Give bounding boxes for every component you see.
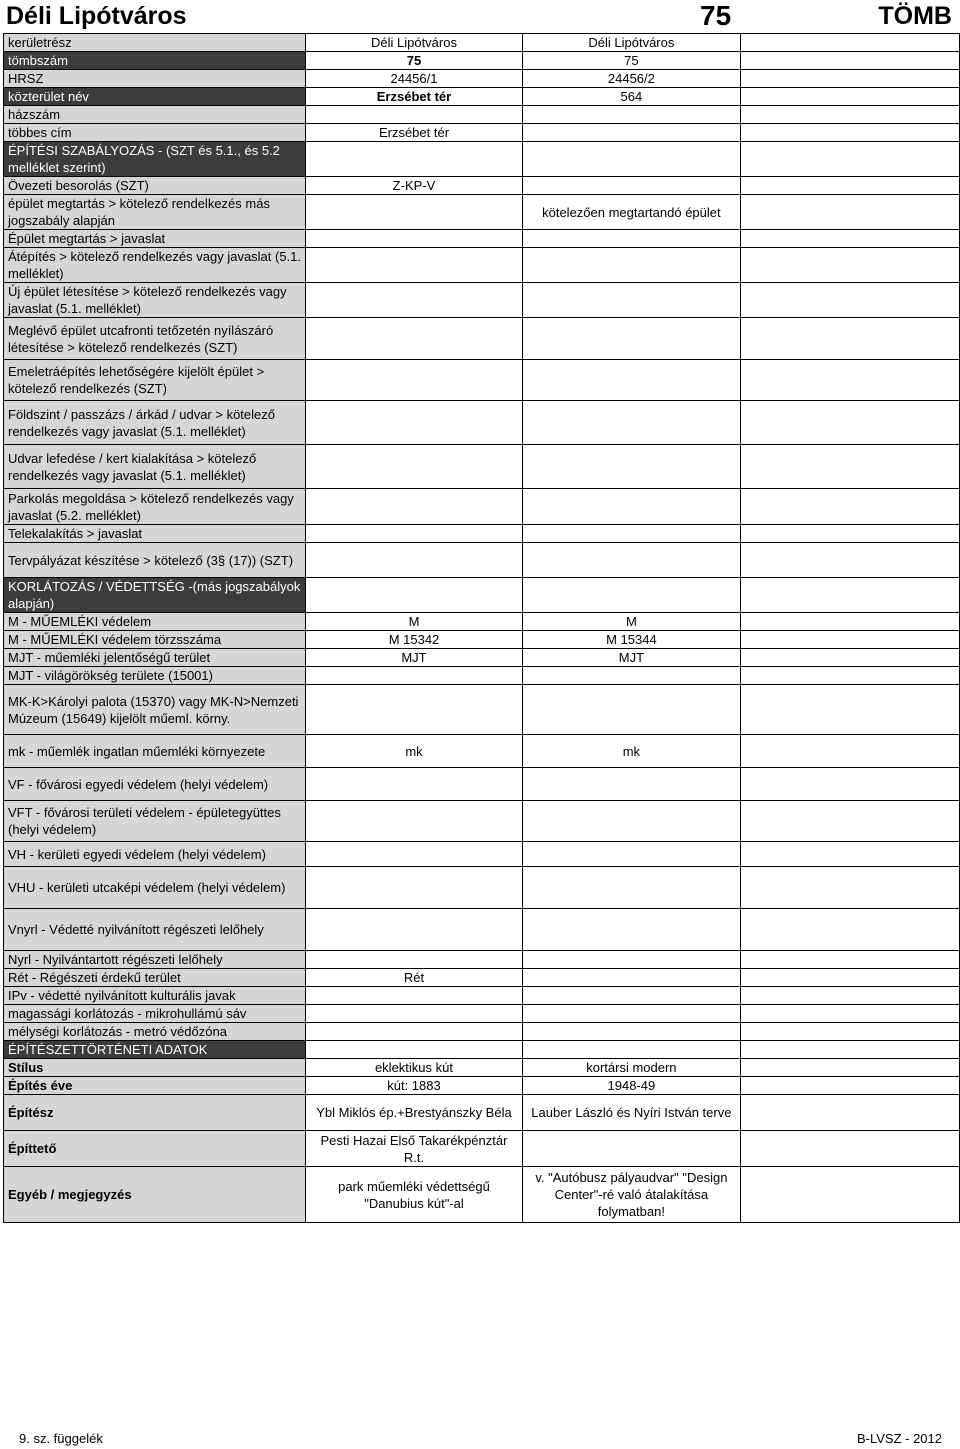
- row-label: tömbszám: [4, 52, 306, 70]
- row-value-1: [306, 195, 522, 230]
- table-row: [4, 768, 960, 801]
- row-value-1: MJT: [306, 649, 522, 667]
- table-row: [4, 34, 960, 52]
- row-label: Építtető: [4, 1131, 306, 1167]
- row-value-1: [306, 543, 522, 578]
- table-row: [4, 248, 960, 283]
- table-row: [4, 525, 960, 543]
- row-label: Építész: [4, 1095, 306, 1131]
- row-value-1: M 15342: [306, 631, 522, 649]
- table-row: [4, 685, 960, 735]
- table-row: [4, 283, 960, 318]
- row-value-2: [522, 1041, 740, 1059]
- table-row: [4, 1077, 960, 1095]
- row-label: Rét - Régészeti érdekű terület: [4, 969, 306, 987]
- row-value-empty: [741, 613, 960, 631]
- row-value-1: [306, 867, 522, 909]
- row-label: épület megtartás > kötelező rendelkezés más jogszabály alapján: [4, 195, 306, 230]
- row-value-empty: [741, 649, 960, 667]
- row-value-1: kút: 1883: [306, 1077, 522, 1095]
- row-value-empty: [741, 867, 960, 909]
- page-header: [0, 0, 960, 32]
- row-label: HRSZ: [4, 70, 306, 88]
- row-value-2: Déli Lipótváros: [522, 34, 740, 52]
- row-label: Övezeti besorolás (SZT): [4, 177, 306, 195]
- row-value-2: [522, 124, 740, 142]
- row-value-empty: [741, 768, 960, 801]
- row-value-1: [306, 842, 522, 867]
- row-value-1: [306, 230, 522, 248]
- row-value-1: mk: [306, 735, 522, 768]
- row-value-2: [522, 445, 740, 489]
- row-label: Stílus: [4, 1059, 306, 1077]
- row-value-1: Ybl Miklós ép.+Brestyánszky Béla: [306, 1095, 522, 1131]
- table-row: [4, 142, 960, 177]
- row-value-2: [522, 401, 740, 445]
- row-label: IPv - védetté nyilvánított kulturális javak: [4, 987, 306, 1005]
- row-value-1: Déli Lipótváros: [306, 34, 522, 52]
- row-value-2: [522, 685, 740, 735]
- row-label: Átépítés > kötelező rendelkezés vagy javaslat (5.1. melléklet): [4, 248, 306, 283]
- table-row: [4, 360, 960, 401]
- row-value-1: 75: [306, 52, 522, 70]
- table-row: [4, 801, 960, 842]
- table-row: [4, 1041, 960, 1059]
- block-number: 75: [700, 0, 732, 31]
- row-label: MJT - műemléki jelentőségű terület: [4, 649, 306, 667]
- row-value-1: [306, 445, 522, 489]
- row-value-empty: [741, 525, 960, 543]
- row-value-empty: [741, 248, 960, 283]
- row-value-1: eklektikus kút: [306, 1059, 522, 1077]
- row-label: MK-K>Károlyi palota (15370) vagy MK-N>Nemzeti Múzeum (15649) kijelölt műeml. körny.: [4, 685, 306, 735]
- row-value-empty: [741, 52, 960, 70]
- row-label: mk - műemlék ingatlan műemléki környezete: [4, 735, 306, 768]
- row-value-2: [522, 951, 740, 969]
- row-value-empty: [741, 1167, 960, 1223]
- row-value-2: [522, 987, 740, 1005]
- row-value-1: [306, 142, 522, 177]
- row-label: Egyéb / megjegyzés: [4, 1167, 306, 1223]
- footer-code: B-LVSZ - 2012: [856, 1431, 942, 1446]
- table-row: [4, 631, 960, 649]
- row-value-1: [306, 685, 522, 735]
- row-label: magassági korlátozás - mikrohullámú sáv: [4, 1005, 306, 1023]
- row-value-2: kortársi modern: [522, 1059, 740, 1077]
- row-value-empty: [741, 1095, 960, 1131]
- table-row: [4, 649, 960, 667]
- row-value-2: [522, 230, 740, 248]
- row-label: mélységi korlátozás - metró védőzóna: [4, 1023, 306, 1041]
- row-value-1: [306, 1023, 522, 1041]
- row-value-empty: [741, 445, 960, 489]
- row-value-1: Erzsébet tér: [306, 124, 522, 142]
- row-value-empty: [741, 578, 960, 613]
- row-value-empty: [741, 230, 960, 248]
- row-value-2: M: [522, 613, 740, 631]
- row-value-2: MJT: [522, 649, 740, 667]
- table-row: [4, 735, 960, 768]
- row-value-empty: [741, 401, 960, 445]
- row-value-empty: [741, 1059, 960, 1077]
- row-value-2: [522, 177, 740, 195]
- row-value-2: kötelezően megtartandó épület: [522, 195, 740, 230]
- table-row: [4, 842, 960, 867]
- row-label: közterület név: [4, 88, 306, 106]
- row-value-2: [522, 801, 740, 842]
- table-row: [4, 489, 960, 525]
- table-row: [4, 195, 960, 230]
- row-value-1: Pesti Hazai Első Takarékpénztár R.t.: [306, 1131, 522, 1167]
- row-value-1: [306, 283, 522, 318]
- row-label: VHU - kerületi utcaképi védelem (helyi védelem): [4, 867, 306, 909]
- row-value-empty: [741, 318, 960, 360]
- row-label: ÉPÍTÉSI SZABÁLYOZÁS - (SZT és 5.1., és 5.2 melléklet szerint): [4, 142, 306, 177]
- table-row: [4, 177, 960, 195]
- table-row: [4, 1005, 960, 1023]
- row-value-2: v. "Autóbusz pályaudvar" "Design Center"-ré való átalakítása folymatban!: [522, 1167, 740, 1223]
- row-label: Nyrl - Nyilvántartott régészeti lelőhely: [4, 951, 306, 969]
- row-value-1: [306, 525, 522, 543]
- row-value-empty: [741, 177, 960, 195]
- row-value-empty: [741, 735, 960, 768]
- row-value-2: 564: [522, 88, 740, 106]
- row-label: Emeletráépítés lehetőségére kijelölt épület > kötelező rendelkezés (SZT): [4, 360, 306, 401]
- row-value-2: [522, 142, 740, 177]
- row-value-2: 24456/2: [522, 70, 740, 88]
- table-row: [4, 106, 960, 124]
- table-row: [4, 909, 960, 951]
- table-row: [4, 578, 960, 613]
- row-value-2: [522, 106, 740, 124]
- table-row: [4, 1131, 960, 1167]
- table-row: [4, 1167, 960, 1223]
- row-value-empty: [741, 283, 960, 318]
- row-value-1: [306, 1041, 522, 1059]
- data-sheet-table: [3, 33, 960, 1223]
- row-value-1: 24456/1: [306, 70, 522, 88]
- row-value-empty: [741, 801, 960, 842]
- row-value-2: mk: [522, 735, 740, 768]
- row-label: Udvar lefedése / kert kialakítása > kötelező rendelkezés vagy javaslat (5.1. melléklet): [4, 445, 306, 489]
- row-label: Meglévő épület utcafronti tetőzetén nyílászáró létesítése > kötelező rendelkezés (SZT): [4, 318, 306, 360]
- row-label: VH - kerületi egyedi védelem (helyi védelem): [4, 842, 306, 867]
- row-value-1: [306, 578, 522, 613]
- row-label: KORLÁTOZÁS / VÉDETTSÉG -(más jogszabályok alapján): [4, 578, 306, 613]
- row-value-empty: [741, 1023, 960, 1041]
- row-value-2: 1948-49: [522, 1077, 740, 1095]
- row-value-1: M: [306, 613, 522, 631]
- table-row: [4, 124, 960, 142]
- row-value-empty: [741, 124, 960, 142]
- row-value-empty: [741, 360, 960, 401]
- row-label: VFT - fővárosi területi védelem - épületegyüttes (helyi védelem): [4, 801, 306, 842]
- table-row: [4, 613, 960, 631]
- table-row: [4, 951, 960, 969]
- table-row: [4, 969, 960, 987]
- row-value-1: Rét: [306, 969, 522, 987]
- table-row: [4, 1059, 960, 1077]
- row-value-2: [522, 1023, 740, 1041]
- table-row: [4, 867, 960, 909]
- row-value-empty: [741, 489, 960, 525]
- row-value-1: park műemléki védettségű "Danubius kút"-al: [306, 1167, 522, 1223]
- row-label: M - MŰEMLÉKI védelem törzsszáma: [4, 631, 306, 649]
- footer-appendix: 9. sz. függelék: [19, 1431, 103, 1446]
- table-row: [4, 318, 960, 360]
- row-value-empty: [741, 195, 960, 230]
- row-value-1: [306, 401, 522, 445]
- row-value-empty: [741, 842, 960, 867]
- table-row: [4, 401, 960, 445]
- row-value-1: [306, 489, 522, 525]
- row-value-empty: [741, 70, 960, 88]
- row-value-1: [306, 318, 522, 360]
- block-label: TÖMB: [878, 2, 952, 30]
- table-row: [4, 88, 960, 106]
- row-value-empty: [741, 88, 960, 106]
- row-value-empty: [741, 543, 960, 578]
- row-label: Földszint / passzázs / árkád / udvar > kötelező rendelkezés vagy javaslat (5.1. melléklet): [4, 401, 306, 445]
- row-value-2: [522, 667, 740, 685]
- row-label: Telekalakítás > javaslat: [4, 525, 306, 543]
- row-value-2: [522, 543, 740, 578]
- row-value-empty: [741, 1077, 960, 1095]
- row-label: kerületrész: [4, 34, 306, 52]
- row-value-2: [522, 768, 740, 801]
- row-label: Vnyrl - Védetté nyilvánított régészeti lelőhely: [4, 909, 306, 951]
- row-value-2: [522, 1005, 740, 1023]
- row-value-empty: [741, 1005, 960, 1023]
- row-value-2: [522, 969, 740, 987]
- row-value-empty: [741, 685, 960, 735]
- row-value-1: [306, 768, 522, 801]
- table-row: [4, 230, 960, 248]
- row-value-empty: [741, 106, 960, 124]
- row-label: ÉPÍTÉSZETTÖRTÉNETI ADATOK: [4, 1041, 306, 1059]
- table-row: [4, 987, 960, 1005]
- table-row: [4, 667, 960, 685]
- row-value-2: M 15344: [522, 631, 740, 649]
- row-value-1: [306, 360, 522, 401]
- row-value-2: [522, 283, 740, 318]
- page-title: Déli Lipótváros: [6, 2, 187, 30]
- table-row: [4, 70, 960, 88]
- row-value-1: [306, 1005, 522, 1023]
- row-value-1: Z-KP-V: [306, 177, 522, 195]
- table-row: [4, 1095, 960, 1131]
- row-value-2: [522, 360, 740, 401]
- row-value-1: [306, 248, 522, 283]
- row-value-empty: [741, 987, 960, 1005]
- row-value-2: 75: [522, 52, 740, 70]
- table-row: [4, 52, 960, 70]
- table-row: [4, 543, 960, 578]
- row-label: Új épület létesítése > kötelező rendelkezés vagy javaslat (5.1. melléklet): [4, 283, 306, 318]
- row-value-2: [522, 318, 740, 360]
- row-value-2: [522, 525, 740, 543]
- table-row: [4, 445, 960, 489]
- row-label: többes cím: [4, 124, 306, 142]
- row-value-1: [306, 667, 522, 685]
- row-value-empty: [741, 951, 960, 969]
- row-value-1: [306, 951, 522, 969]
- row-value-empty: [741, 631, 960, 649]
- row-value-2: [522, 909, 740, 951]
- row-label: Épület megtartás > javaslat: [4, 230, 306, 248]
- row-value-empty: [741, 142, 960, 177]
- row-value-empty: [741, 909, 960, 951]
- row-label: MJT - világörökség területe (15001): [4, 667, 306, 685]
- row-value-empty: [741, 34, 960, 52]
- row-value-2: [522, 867, 740, 909]
- row-label: Tervpályázat készítése > kötelező (3§ (17)) (SZT): [4, 543, 306, 578]
- row-value-2: [522, 489, 740, 525]
- row-label: VF - fővárosi egyedi védelem (helyi védelem): [4, 768, 306, 801]
- row-value-empty: [741, 667, 960, 685]
- row-label: M - MŰEMLÉKI védelem: [4, 613, 306, 631]
- row-label: házszám: [4, 106, 306, 124]
- row-value-empty: [741, 1131, 960, 1167]
- row-value-2: [522, 842, 740, 867]
- table-row: [4, 1023, 960, 1041]
- row-value-1: [306, 106, 522, 124]
- row-value-1: [306, 801, 522, 842]
- row-value-2: [522, 248, 740, 283]
- row-value-1: Erzsébet tér: [306, 88, 522, 106]
- row-label: Építés éve: [4, 1077, 306, 1095]
- row-value-2: [522, 578, 740, 613]
- row-value-1: [306, 909, 522, 951]
- row-value-2: Lauber László és Nyíri István terve: [522, 1095, 740, 1131]
- row-value-1: [306, 987, 522, 1005]
- row-value-2: [522, 1131, 740, 1167]
- row-label: Parkolás megoldása > kötelező rendelkezés vagy javaslat (5.2. melléklet): [4, 489, 306, 525]
- row-value-empty: [741, 969, 960, 987]
- row-value-empty: [741, 1041, 960, 1059]
